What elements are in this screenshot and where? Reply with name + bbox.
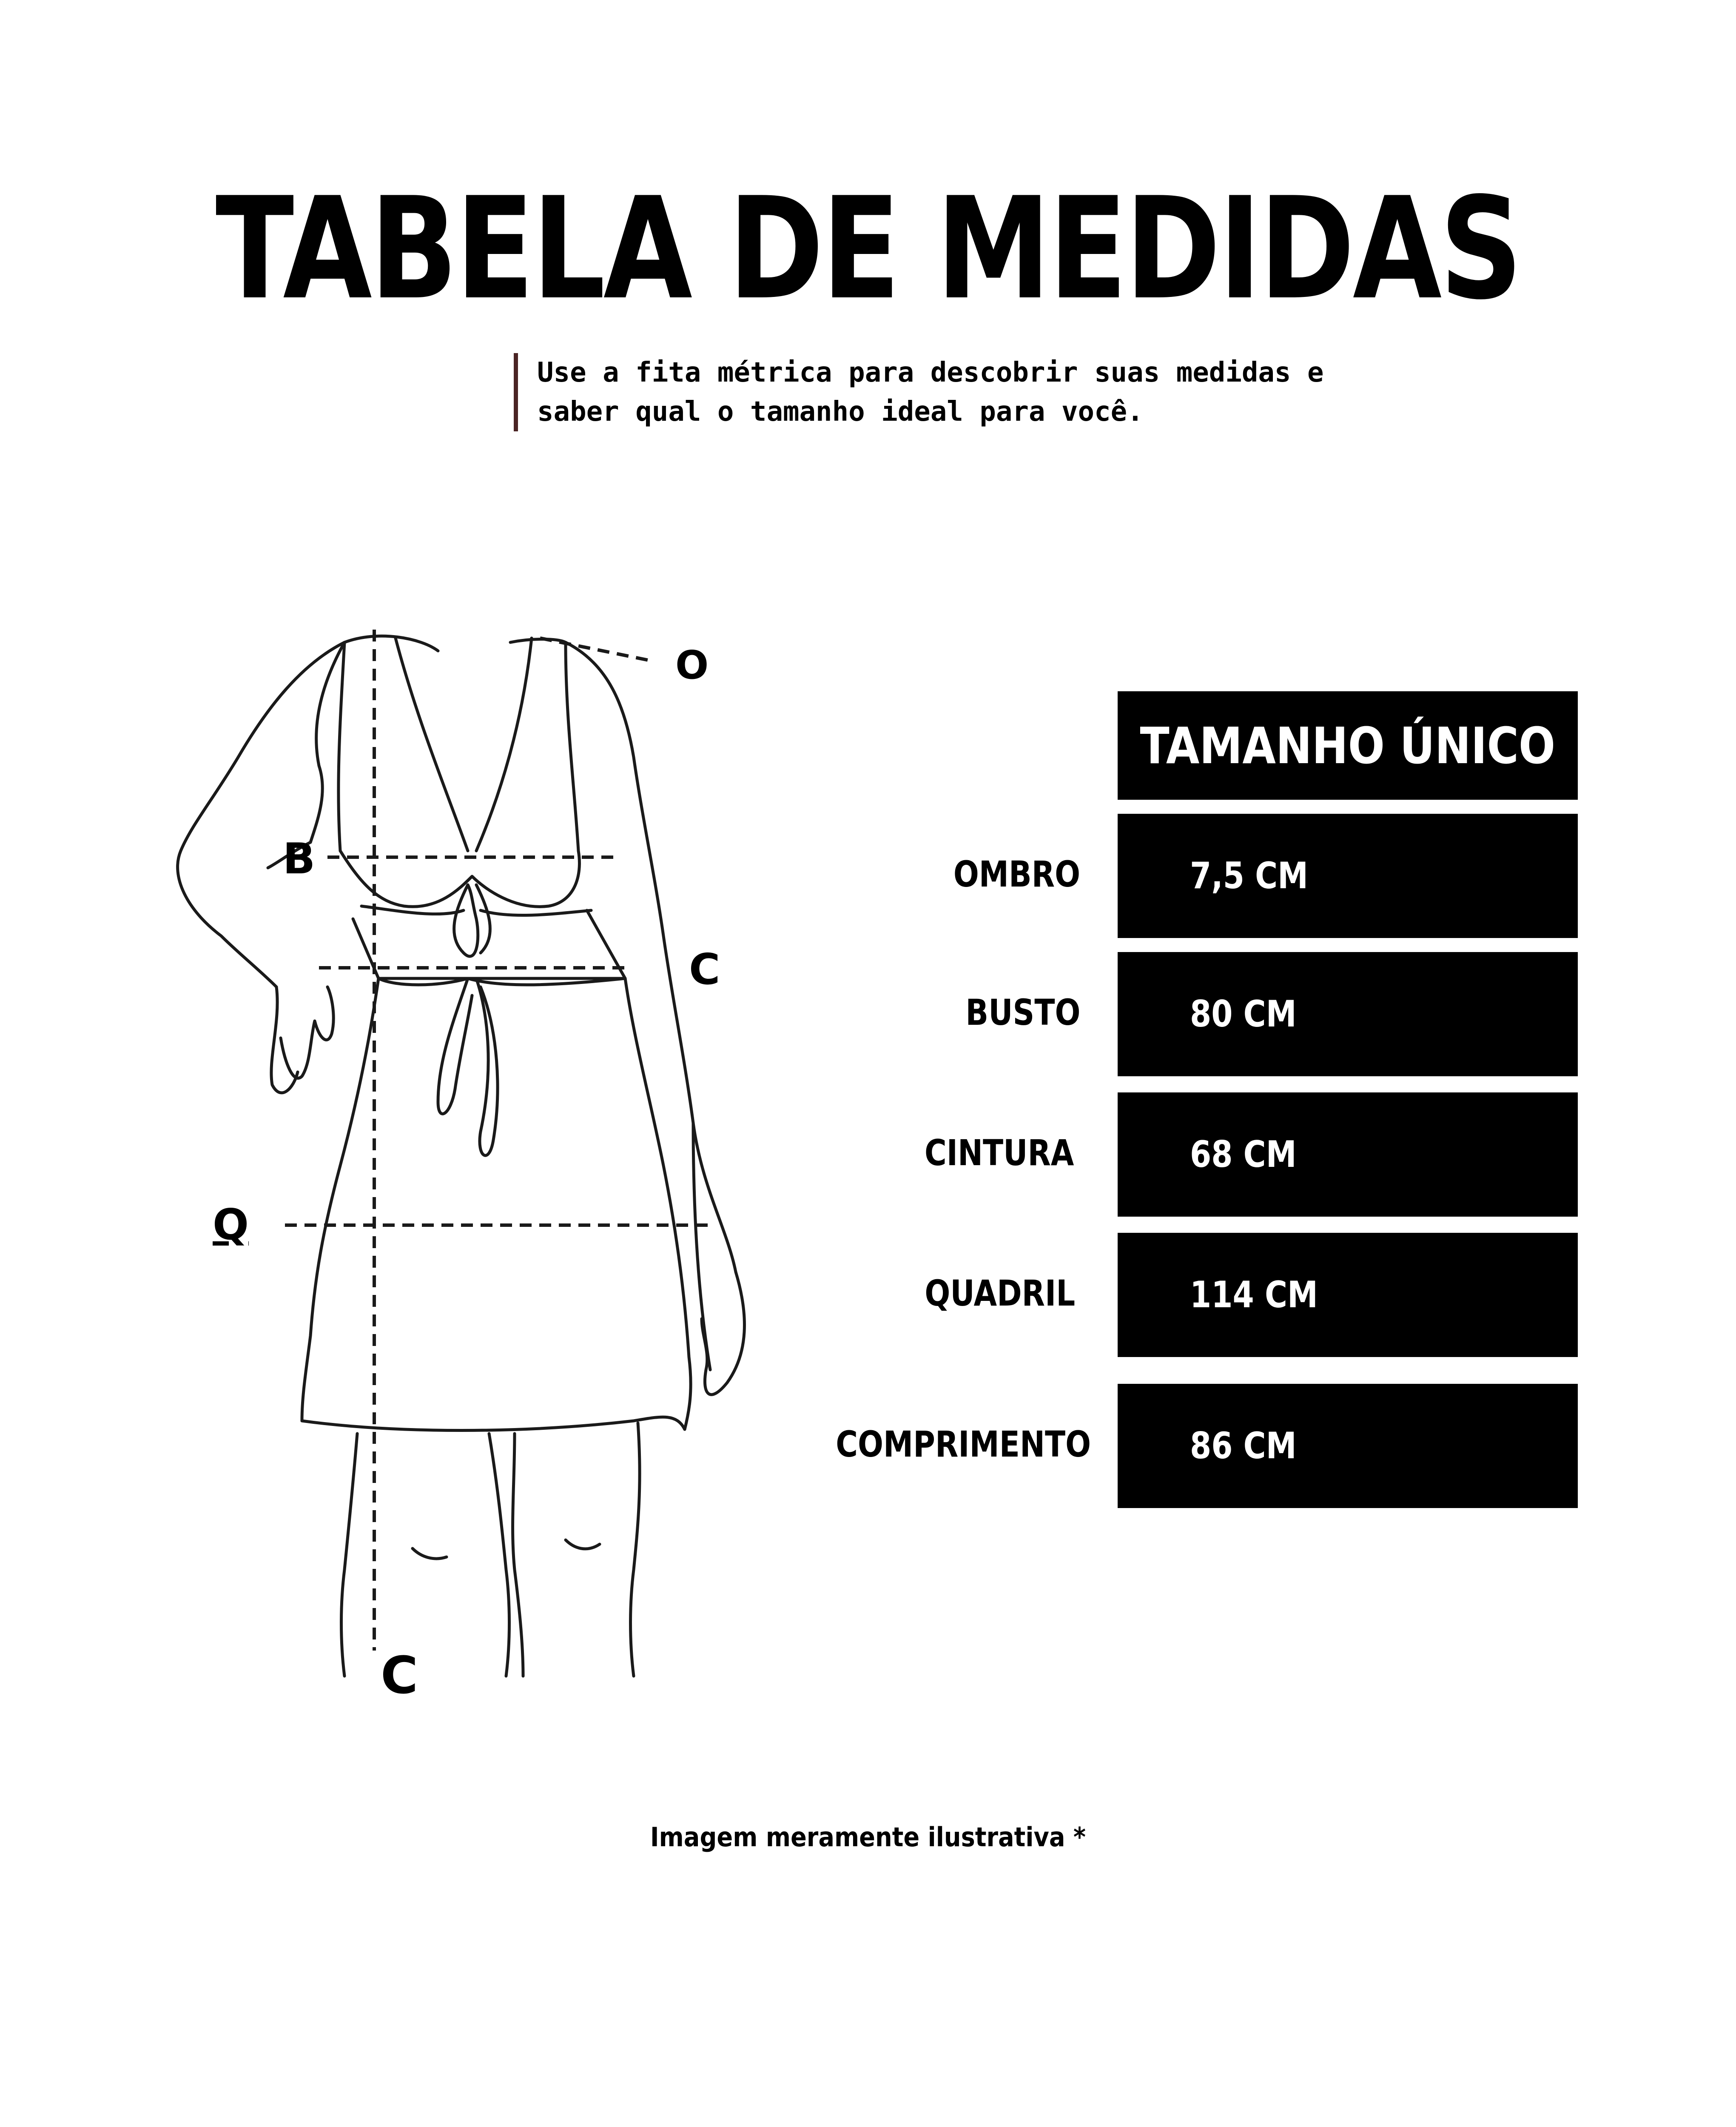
label-comprimento: C <box>381 1646 418 1705</box>
subtitle-line-1: Use a fita métrica para descobrir suas medidas e <box>537 357 1324 388</box>
subtitle <box>514 353 1345 431</box>
row-label-cintura: CINTURA <box>924 1132 1074 1174</box>
label-ombro: O <box>675 642 709 688</box>
value-cell-comprimento: 86 CM <box>1118 1384 1578 1508</box>
page-title: TABELA DE MEDIDAS <box>215 167 1521 331</box>
dress-illustration <box>140 613 778 1727</box>
value-cell-ombro: 7,5 CM <box>1118 814 1578 938</box>
footnote: Imagem meramente ilustrativa * <box>650 1822 1086 1853</box>
row-label-busto: BUSTO <box>965 992 1080 1033</box>
size-header <box>1118 691 1578 800</box>
label-busto: B <box>283 834 316 884</box>
row-label-comprimento: COMPRIMENTO <box>836 1423 1091 1465</box>
value-cell-cintura: 68 CM <box>1118 1092 1578 1217</box>
row-label-quadril: QUADRIL <box>925 1272 1075 1314</box>
label-cintura: C <box>689 944 720 994</box>
value-cell-busto: 80 CM <box>1118 952 1578 1076</box>
size-header-label: TAMANHO ÚNICO <box>1140 716 1556 775</box>
label-quadril: Q <box>213 1200 249 1249</box>
row-label-ombro: OMBRO <box>953 853 1080 895</box>
value-cell-quadril: 114 CM <box>1118 1233 1578 1357</box>
subtitle-line-2: saber qual o tamanho ideal para você. <box>537 396 1144 428</box>
